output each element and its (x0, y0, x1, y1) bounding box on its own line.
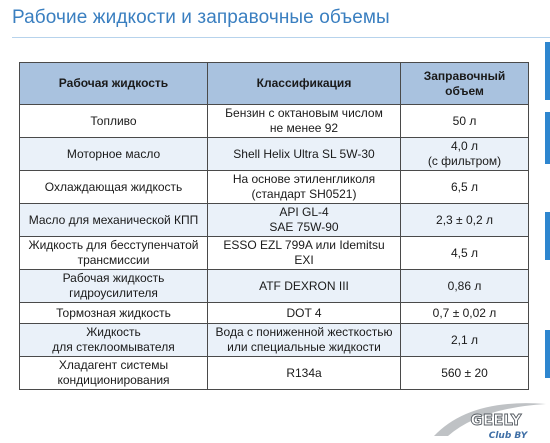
cell-line: (стандарт SH0521) (251, 187, 357, 201)
cell-fluid (20, 303, 208, 324)
cell-line: 0,7 ± 0,02 л (432, 305, 497, 320)
cell-fluid (20, 204, 208, 237)
cell-line: 0,86 л (447, 278, 482, 293)
cell-classification (208, 171, 401, 204)
cell-line: Масло для механической КПП (28, 212, 199, 227)
cell-fluid (20, 171, 208, 204)
table-row (20, 237, 529, 270)
cell-classification (208, 357, 401, 390)
cell-classification (208, 303, 401, 324)
cell-line: гидроусилителя (69, 286, 158, 300)
cell-line: Рабочая жидкость (62, 271, 165, 285)
header-volume-line: Заправочный (423, 68, 506, 83)
cell-classification (208, 138, 401, 171)
cell-line: Хладагент системы (58, 358, 169, 372)
cell-fluid (20, 237, 208, 270)
table-row (20, 357, 529, 390)
cell-line: для стеклоомывателя (52, 340, 175, 354)
table-row (20, 303, 529, 324)
cell-fluid (20, 324, 208, 357)
header-fluid: Рабочая жидкость (20, 63, 208, 105)
side-tab[interactable] (545, 212, 550, 260)
cell-line: 560 ± 20 (441, 365, 488, 380)
cell-line: R134a (286, 365, 322, 380)
cell-line: Охлаждающая жидкость (44, 179, 183, 194)
cell-line: 2,3 ± 0,2 л (436, 212, 493, 227)
cell-volume (401, 357, 529, 390)
header-volume (401, 63, 529, 105)
cell-line: DOT 4 (286, 305, 322, 320)
cell-line: Бензин с октановым числом (225, 106, 383, 120)
cell-line: Жидкость (86, 325, 141, 339)
cell-line: Моторное масло (66, 146, 161, 161)
cell-line: Тормозная жидкость (56, 305, 171, 320)
cell-classification (208, 105, 401, 138)
table-row (20, 138, 529, 171)
cell-volume (401, 138, 529, 171)
cell-line: SAE 75W-90 (269, 220, 339, 234)
cell-classification (208, 204, 401, 237)
table-row (20, 324, 529, 357)
cell-volume (401, 204, 529, 237)
cell-volume (401, 270, 529, 303)
cell-line: Shell Helix Ultra SL 5W-30 (233, 146, 375, 161)
cell-volume (401, 171, 529, 204)
cell-classification (208, 270, 401, 303)
table-row (20, 204, 529, 237)
cell-line: 50 л (452, 113, 477, 128)
cell-volume (401, 105, 529, 138)
header-classification: Классификация (208, 63, 401, 105)
cell-line: API GL-4 (279, 205, 329, 219)
cell-line: ATF DEXRON III (259, 278, 349, 293)
table-header-row (20, 63, 529, 105)
cell-line: Жидкость для бесступенчатой (28, 238, 199, 252)
cell-classification (208, 324, 401, 357)
cell-line: кондиционирования (57, 373, 170, 387)
page-title: Рабочие жидкости и заправочные объемы (12, 7, 390, 28)
cell-fluid (20, 105, 208, 138)
fluids-table (19, 62, 529, 390)
cell-line: 4,0 л (450, 139, 479, 153)
cell-volume (401, 324, 529, 357)
side-tab[interactable] (545, 42, 550, 100)
table-row (20, 270, 529, 303)
cell-line: На основе этиленгликоля (232, 172, 376, 186)
watermark-brand: GEELY (470, 411, 522, 429)
watermark-sub: Club BY (488, 431, 528, 441)
cell-line: не менее 92 (269, 121, 339, 135)
geely-club-watermark (430, 396, 550, 443)
cell-classification (208, 237, 401, 270)
table-row (20, 171, 529, 204)
cell-line: Вода с пониженной жесткостью (215, 325, 393, 339)
cell-line: 4,5 л (450, 245, 479, 260)
cell-line: 6,5 л (450, 179, 479, 194)
cell-line: 2,1 л (450, 332, 479, 347)
cell-fluid (20, 270, 208, 303)
cell-volume (401, 303, 529, 324)
side-tab[interactable] (545, 330, 550, 378)
cell-line: ESSO EZL 799A или Idemitsu EXI (223, 238, 385, 267)
cell-line: (с фильтром) (427, 154, 502, 168)
cell-line: трансмиссии (77, 253, 150, 267)
cell-fluid (20, 357, 208, 390)
cell-line: Топливо (90, 113, 137, 128)
title-divider (12, 37, 550, 38)
header-volume-line: объем (445, 83, 484, 98)
side-tab[interactable] (545, 112, 550, 164)
cell-volume (401, 237, 529, 270)
table-row (20, 105, 529, 138)
cell-line: или специальные жидкости (227, 340, 381, 354)
cell-fluid (20, 138, 208, 171)
